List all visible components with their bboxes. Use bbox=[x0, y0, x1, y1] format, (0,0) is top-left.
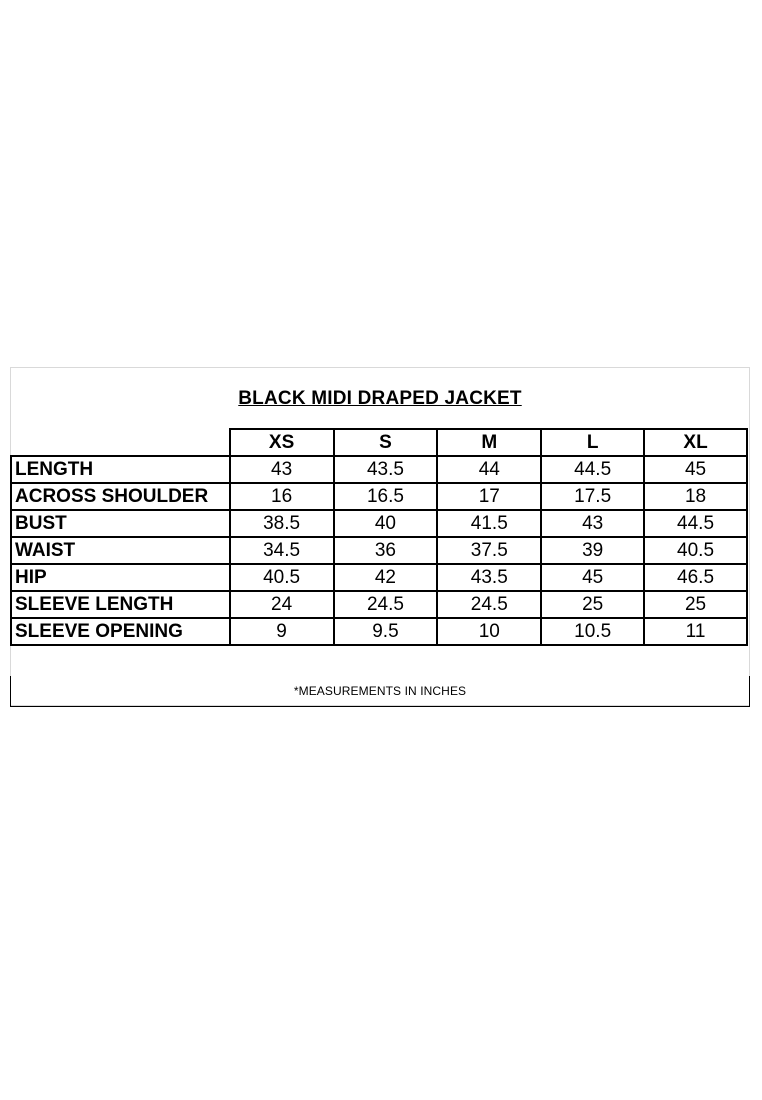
cell-value: 43 bbox=[230, 456, 334, 483]
size-header-xs: XS bbox=[230, 429, 334, 456]
cell-value: 25 bbox=[541, 591, 644, 618]
cell-value: 43.5 bbox=[437, 564, 541, 591]
cell-value: 43 bbox=[541, 510, 644, 537]
cell-value: 46.5 bbox=[644, 564, 747, 591]
title-row bbox=[11, 368, 749, 428]
cell-value: 34.5 bbox=[230, 537, 334, 564]
row-label: WAIST bbox=[11, 537, 230, 564]
table-row bbox=[11, 618, 747, 645]
cell-value: 9.5 bbox=[334, 618, 438, 645]
cell-value: 44.5 bbox=[644, 510, 747, 537]
measurement-footnote: *MEASUREMENTS IN INCHES bbox=[10, 676, 750, 707]
table-row bbox=[11, 456, 747, 483]
cell-value: 9 bbox=[230, 618, 334, 645]
cell-value: 45 bbox=[541, 564, 644, 591]
cell-value: 10 bbox=[437, 618, 541, 645]
size-header-row bbox=[11, 429, 747, 456]
row-label: LENGTH bbox=[11, 456, 230, 483]
cell-value: 11 bbox=[644, 618, 747, 645]
row-label: HIP bbox=[11, 564, 230, 591]
cell-value: 25 bbox=[644, 591, 747, 618]
cell-value: 40.5 bbox=[230, 564, 334, 591]
cell-value: 10.5 bbox=[541, 618, 644, 645]
measurements-table bbox=[10, 428, 748, 646]
row-label: ACROSS SHOULDER bbox=[11, 483, 230, 510]
cell-value: 16 bbox=[230, 483, 334, 510]
size-header-m: M bbox=[437, 429, 541, 456]
table-row bbox=[11, 564, 747, 591]
row-label: SLEEVE LENGTH bbox=[11, 591, 230, 618]
cell-value: 38.5 bbox=[230, 510, 334, 537]
row-label: SLEEVE OPENING bbox=[11, 618, 230, 645]
row-label: BUST bbox=[11, 510, 230, 537]
size-header-xl: XL bbox=[644, 429, 747, 456]
cell-value: 24.5 bbox=[437, 591, 541, 618]
table-row bbox=[11, 591, 747, 618]
corner-cell bbox=[11, 429, 230, 456]
cell-value: 36 bbox=[334, 537, 438, 564]
table-row bbox=[11, 483, 747, 510]
cell-value: 41.5 bbox=[437, 510, 541, 537]
cell-value: 24.5 bbox=[334, 591, 438, 618]
cell-value: 39 bbox=[541, 537, 644, 564]
cell-value: 40 bbox=[334, 510, 438, 537]
cell-value: 24 bbox=[230, 591, 334, 618]
size-header-s: S bbox=[334, 429, 438, 456]
cell-value: 44 bbox=[437, 456, 541, 483]
cell-value: 44.5 bbox=[541, 456, 644, 483]
cell-value: 45 bbox=[644, 456, 747, 483]
cell-value: 16.5 bbox=[334, 483, 438, 510]
cell-value: 17 bbox=[437, 483, 541, 510]
cell-value: 37.5 bbox=[437, 537, 541, 564]
size-header-l: L bbox=[541, 429, 644, 456]
cell-value: 42 bbox=[334, 564, 438, 591]
cell-value: 17.5 bbox=[541, 483, 644, 510]
chart-title: BLACK MIDI DRAPED JACKET bbox=[238, 388, 522, 409]
size-chart bbox=[10, 367, 750, 706]
cell-value: 40.5 bbox=[644, 537, 747, 564]
cell-value: 43.5 bbox=[334, 456, 438, 483]
table-row bbox=[11, 510, 747, 537]
cell-value: 18 bbox=[644, 483, 747, 510]
table-row bbox=[11, 537, 747, 564]
